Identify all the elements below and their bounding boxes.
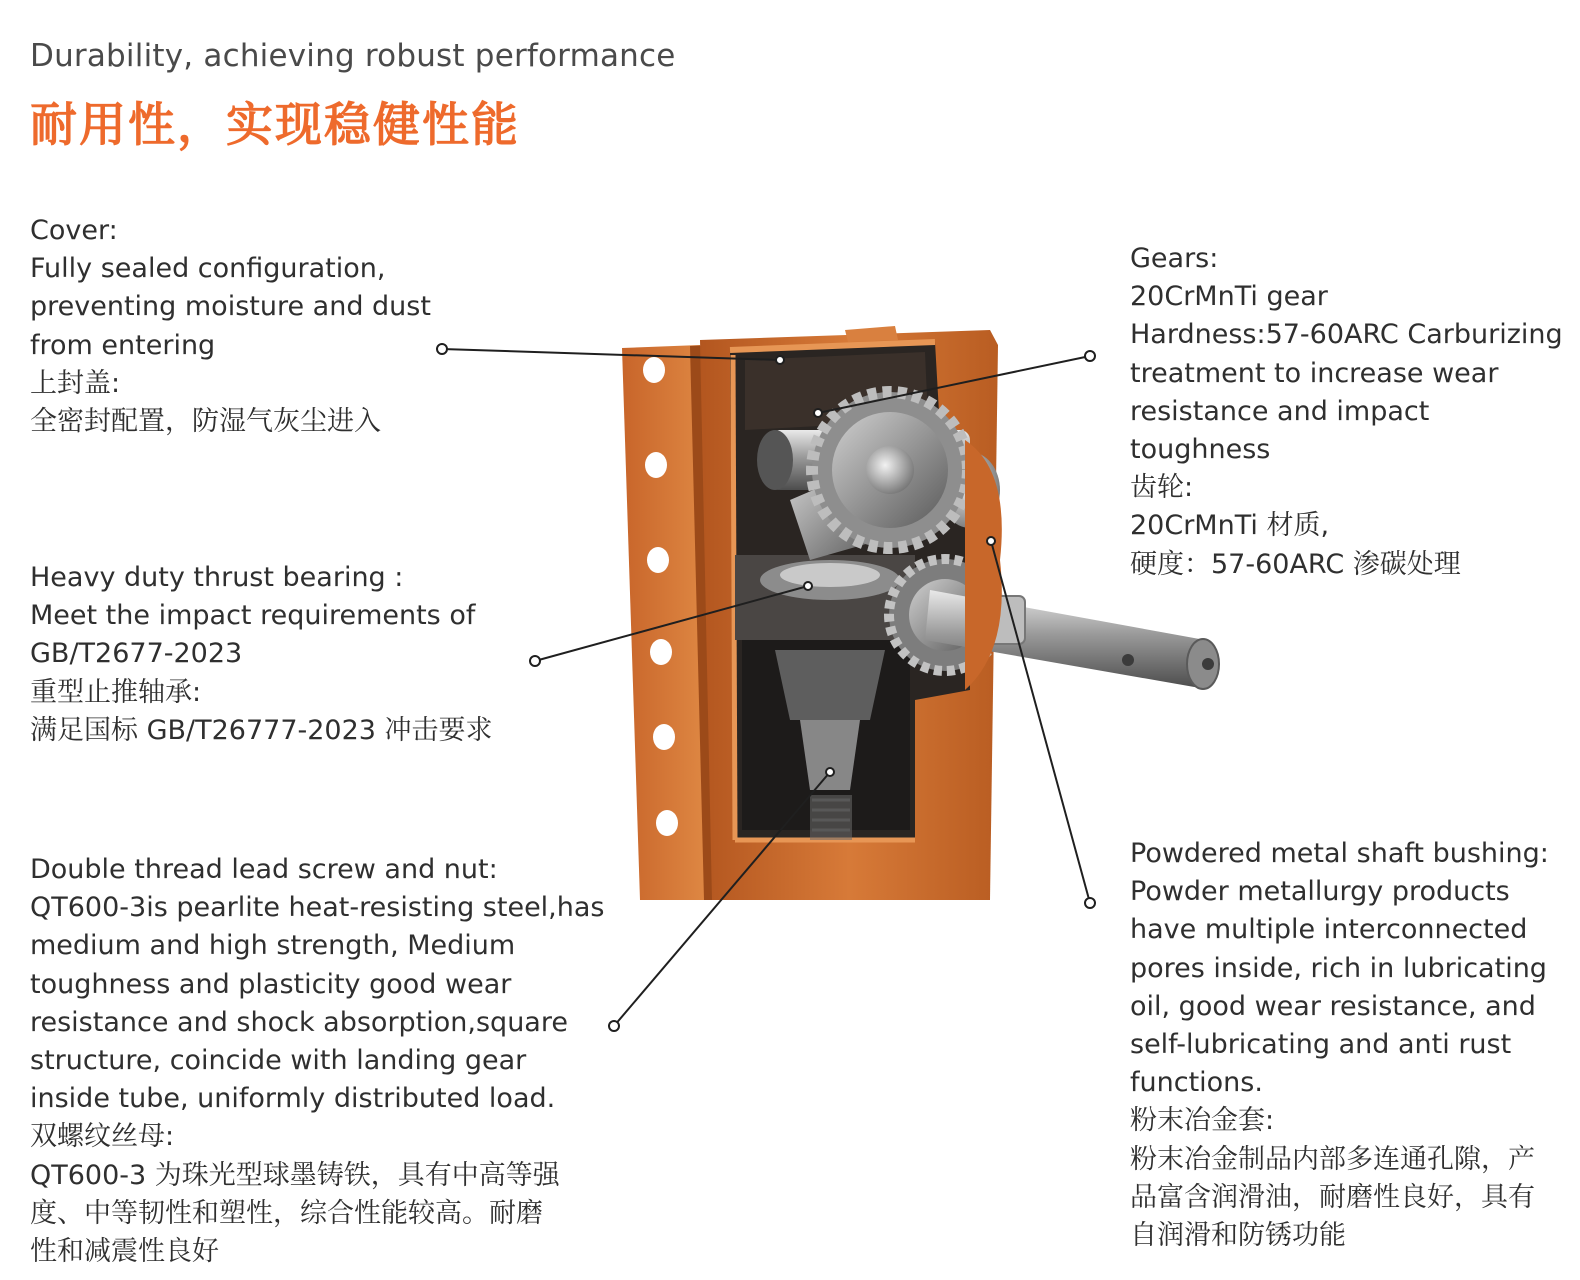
leader-dot (814, 409, 822, 417)
callout-line: 硬度：57-60ARC 渗碳处理 (1130, 548, 1461, 580)
callout-line: preventing moisture and dust (30, 291, 431, 323)
callout-line: functions. (1130, 1067, 1263, 1099)
leader-line-gears (818, 356, 1090, 413)
callout-line: 20CrMnTi 材质, (1130, 510, 1330, 542)
small-gear (889, 559, 1001, 671)
mounting-plate (622, 345, 716, 900)
callout-line: 上封盖: (30, 367, 121, 399)
leader-dot (530, 656, 540, 666)
callout-line: treatment to increase wear (1130, 357, 1499, 389)
callout-lead-screw (30, 851, 605, 1271)
callout-line: 品富含润滑油，耐磨性良好，具有 (1130, 1181, 1535, 1213)
callout-line: inside tube, uniformly distributed load. (30, 1083, 556, 1115)
callout-thrust-bearing (30, 559, 493, 750)
subtitle-english: Durability, achieving robust performance (30, 38, 676, 74)
lead-screw-assembly (742, 640, 910, 840)
gearbox-housing (700, 326, 998, 900)
callout-line: 双螺纹丝母: (30, 1121, 175, 1153)
mount-hole (643, 357, 665, 383)
callout-line: Double thread lead screw and nut: (30, 854, 498, 885)
leader-dot (804, 582, 812, 590)
callout-line: Gears: (1130, 243, 1219, 274)
callout-line: structure, coincide with landing gear (30, 1045, 527, 1077)
leader-dot (609, 1021, 619, 1031)
callout-line: from entering (30, 329, 216, 361)
callout-line: pores inside, rich in lubricating (1130, 952, 1547, 984)
callout-line: Powder metallurgy products (1130, 876, 1510, 908)
callout-line: 性和减震性良好 (30, 1236, 219, 1268)
callout-line: have multiple interconnected (1130, 914, 1528, 946)
leader-dot (776, 356, 784, 364)
callout-line: medium and high strength, Medium (30, 930, 516, 962)
callout-line: 自润滑和防锈功能 (1130, 1220, 1346, 1252)
callout-shaft-bushing (1130, 835, 1549, 1255)
leader-line-bearing (535, 586, 808, 661)
callout-line: toughness and plasticity good wear (30, 968, 512, 1000)
callout-line: Hardness:57-60ARC Carburizing (1130, 319, 1563, 351)
mount-hole (656, 810, 678, 836)
leader-dot (437, 344, 447, 354)
callout-line: 重型止推轴承: (30, 676, 202, 708)
callout-cover (30, 212, 431, 441)
callout-line: QT600-3is pearlite heat-resisting steel,has (30, 892, 605, 924)
callout-line: oil, good wear resistance, and (1130, 990, 1536, 1022)
large-gear (812, 392, 968, 548)
callout-line: 粉末冶金制品内部多连通孔隙，产 (1130, 1143, 1535, 1175)
callout-line: 齿轮: (1130, 472, 1194, 504)
leader-line-screw (614, 772, 830, 1026)
callout-line: 度、中等韧性和塑性，综合性能较高。耐磨 (30, 1197, 543, 1229)
mount-hole (650, 639, 672, 665)
callout-line: 全密封配置，防湿气灰尘进入 (30, 406, 381, 438)
upper-shaft (757, 430, 1000, 528)
mount-hole (647, 547, 669, 573)
leader-dot (987, 537, 995, 545)
callout-line: 20CrMnTi gear (1130, 281, 1328, 313)
thrust-bearing (735, 470, 915, 640)
mount-hole (653, 724, 675, 750)
callout-line: GB/T2677-2023 (30, 638, 243, 670)
leader-line-bushing (991, 541, 1090, 903)
screw-threads (812, 800, 850, 830)
callout-line: Fully sealed configuration, (30, 253, 386, 285)
callout-line: Cover: (30, 215, 118, 246)
callout-line: toughness (1130, 434, 1271, 466)
bushing-boss (965, 440, 1002, 690)
output-shaft (925, 590, 1219, 689)
leader-dot (826, 768, 834, 776)
callout-line: Meet the impact requirements of (30, 600, 476, 632)
leader-dot (1085, 898, 1095, 908)
callout-line: resistance and shock absorption,square (30, 1006, 568, 1038)
leader-line-cover (442, 349, 780, 360)
callout-line: self-lubricating and anti rust (1130, 1029, 1512, 1061)
callout-line: Powdered metal shaft bushing: (1130, 838, 1549, 869)
page-title: 耐用性，实现稳健性能 (30, 98, 520, 153)
mount-hole (645, 452, 667, 478)
callout-line: resistance and impact (1130, 395, 1430, 427)
callout-line: Heavy duty thrust bearing : (30, 562, 404, 593)
leader-dot (1085, 351, 1095, 361)
callout-line: QT600-3 为珠光型球墨铸铁，具有中高等强 (30, 1159, 560, 1191)
callout-line: 满足国标 GB/T26777-2023 冲击要求 (30, 714, 493, 746)
callout-line: 粉末冶金套: (1130, 1105, 1275, 1137)
callout-gears (1130, 240, 1563, 584)
